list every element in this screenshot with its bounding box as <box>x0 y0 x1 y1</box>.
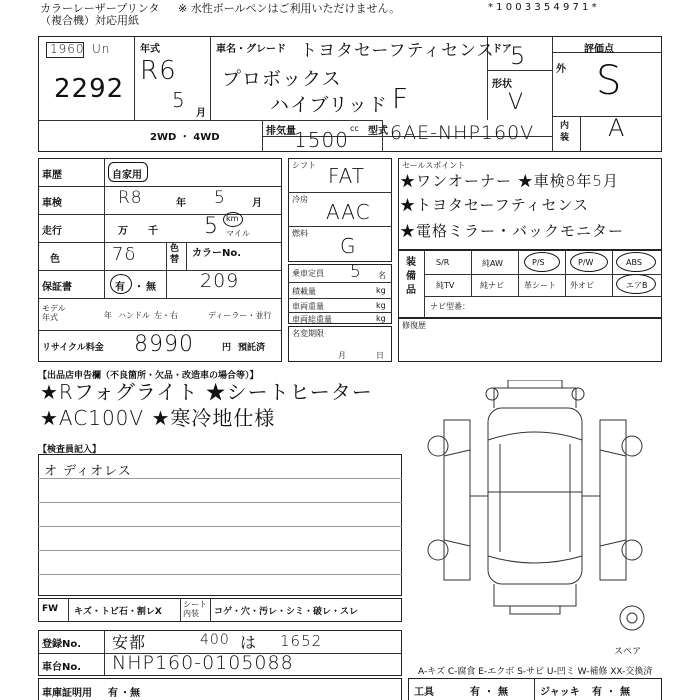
name-change-label: 名変期限 <box>292 329 324 338</box>
handle-direction: 左・右 <box>154 311 178 320</box>
equip-airbag: エアB <box>626 281 648 290</box>
damage-code-legend: A-キズ C-腐食 E-エクボ S-サビ U-凹ミ W-補修 XX-交換済 <box>418 667 653 677</box>
interior-score: A <box>608 114 626 142</box>
mileage-label: 走行 <box>42 226 62 237</box>
car-roof-outline <box>488 408 582 584</box>
sales-point-1: ★ワンオーナー ★車検8年5月 <box>400 172 619 190</box>
inspector-note: オ ディオレス <box>44 464 132 479</box>
garage-cert-sep: ・ <box>120 688 130 699</box>
warranty-no: 無 <box>146 282 156 293</box>
lot-suffix: Un <box>92 42 111 56</box>
tools-yes: 有 <box>470 687 480 698</box>
front-hood <box>494 388 576 408</box>
deposit-status: 預託済 <box>238 343 266 353</box>
inspection-year-unit: 年 <box>176 198 186 209</box>
barcode-number: * 1 0 0 3 3 5 4 9 7 1 * <box>488 2 597 13</box>
rear-trunk <box>494 584 576 606</box>
yen-unit: 円 <box>222 343 232 353</box>
right-front-wheel <box>622 436 642 456</box>
load-label: 積載量 <box>292 287 316 296</box>
equip-power-steering: P/S <box>532 258 545 267</box>
fw-label: FW <box>42 604 59 614</box>
load-unit: kg <box>376 286 386 295</box>
door-count: 5 <box>510 42 527 70</box>
garage-cert-label: 車庫証明用 <box>42 688 92 699</box>
km-circle <box>223 212 243 227</box>
color-number: 209 <box>200 270 240 292</box>
seller-note-line1: ★Rフォグライト ★シートヒーター <box>40 380 373 404</box>
inspection-year: R8 <box>118 188 143 208</box>
gross-weight-unit: kg <box>376 314 386 323</box>
mile-unit: マイル <box>226 229 250 238</box>
model-code-value: 6AE-NHP160V <box>390 122 535 144</box>
garage-cert-yes: 有 <box>108 688 118 699</box>
seat-interior-description: コゲ・穴・汚レ・シミ・破レ・スレ <box>214 607 359 617</box>
registration-area: 安都 <box>112 633 147 652</box>
sales-point-3: ★電格ミラー・バックモニター <box>400 222 625 240</box>
equip-navi: 純ナビ <box>480 281 504 290</box>
repair-history-block <box>398 318 662 362</box>
spare-tire-label: スペア <box>614 647 642 657</box>
vehicle-name-label: 車名・グレード <box>216 44 286 55</box>
history-label: 車歴 <box>42 170 62 181</box>
inspection-month-unit: 月 <box>252 198 262 209</box>
capacity-unit: 名 <box>378 271 386 280</box>
score-value: S <box>596 58 623 104</box>
windshield-line <box>488 432 582 440</box>
rear-window-line <box>488 556 582 563</box>
jack-sep: ・ <box>606 687 616 698</box>
car-damage-diagram <box>408 380 662 642</box>
grade-prefix: ハイブリッド <box>270 94 388 116</box>
maker-name: トヨタセーフティセンス <box>300 41 495 61</box>
equip-power-window: P/W <box>578 258 594 267</box>
year-month: 5 <box>172 88 186 112</box>
history-value: 自家用 <box>112 170 142 181</box>
pen-notice: ※ 水性ボールペンはご利用いただけません。 <box>178 2 401 15</box>
left-front-wheel <box>428 436 448 456</box>
tools-label: 工具 <box>414 687 434 698</box>
aircon-value: AAC <box>326 200 371 224</box>
registration-number: 1652 <box>280 632 323 650</box>
cc-unit: cc <box>350 124 359 133</box>
km-unit: km <box>226 214 239 223</box>
sales-points-title: セールスポイント <box>402 161 466 170</box>
inspection-label: 車検 <box>42 198 62 209</box>
registration-kana: は <box>240 633 258 652</box>
color-label: 色 <box>50 254 60 265</box>
exterior-label: 外 <box>556 64 566 75</box>
recycle-value: 8990 <box>134 332 194 357</box>
seller-notes-title: 【出品店申告欄（不良箇所・欠品・改造車の場合等）】 <box>38 371 259 381</box>
grade: F <box>392 82 410 115</box>
displacement-value: 1500 <box>294 128 349 152</box>
shift-value: FAT <box>328 164 366 188</box>
model-code-label: 型式 <box>368 126 388 137</box>
door-label: ドア <box>492 44 512 55</box>
garage-cert-no: 無 <box>130 688 140 699</box>
fw-description: キズ・トビ石・割レX <box>74 607 162 617</box>
name-change-day: 日 <box>376 351 384 360</box>
inspection-month: 5 <box>214 188 226 208</box>
left-rear-wheel <box>428 540 448 560</box>
drive-options: 2WD ・ 4WD <box>150 132 220 143</box>
color-change-label: 色替 <box>170 244 180 265</box>
equip-abs: ABS <box>626 258 642 267</box>
fuel-value: G <box>340 234 357 258</box>
right-rear-wheel <box>622 540 642 560</box>
warranty-label: 保証書 <box>42 282 72 293</box>
mileage-value: 5 <box>204 214 219 239</box>
equip-alloy-wheel: 純AW <box>482 259 503 268</box>
tools-sep: ・ <box>484 687 494 698</box>
spare-tire <box>620 606 644 630</box>
mileage-sen-unit: 千 <box>148 226 158 237</box>
era-year: R6 <box>140 56 177 86</box>
model-year-unit: 年 <box>104 311 112 320</box>
handle-label: ハンドル <box>118 311 150 320</box>
inspector-title: 【検査員記入】 <box>38 445 102 455</box>
equip-leather-seat: 革シート <box>524 281 556 290</box>
color-no-label: カラーNo. <box>192 248 242 259</box>
displacement-label: 排気量 <box>266 126 296 137</box>
gross-weight-label: 車両総重量 <box>292 315 332 324</box>
capacity-label: 乗車定員 <box>292 269 324 278</box>
shift-label: シフト <box>292 161 316 170</box>
navi-model-label: ナビ型番： <box>430 302 470 311</box>
jack-yes: 有 <box>592 687 602 698</box>
fuel-label: 燃料 <box>292 229 308 238</box>
equip-tv: 純TV <box>436 281 455 290</box>
equip-sunroof: S/R <box>436 258 450 267</box>
printer-note-line2: （複合機）対応用紙 <box>40 14 139 27</box>
capacity-value: 5 <box>350 262 362 282</box>
sales-point-2: ★トヨタセーフティセンス <box>400 196 590 214</box>
mileage-man-unit: 万 <box>118 226 128 237</box>
aircon-label: 冷房 <box>292 195 308 204</box>
garage-cert-row <box>38 678 402 700</box>
warranty-yes: 有 <box>115 282 125 293</box>
seller-note-line2: ★AC100V ★寒冷地仕様 <box>40 406 276 430</box>
model-name: プロボックス <box>222 68 342 90</box>
model-year-label: モデル年式 <box>42 304 66 322</box>
month-unit: 月 <box>196 108 206 119</box>
shape-value: V <box>508 90 525 115</box>
interior-label: 内装 <box>560 121 570 143</box>
chassis-number: NHP160-0105088 <box>112 652 294 674</box>
name-change-month: 月 <box>338 351 346 360</box>
registration-label: 登録No. <box>42 639 82 650</box>
jack-no: 無 <box>620 687 630 698</box>
lot-code: 1960 <box>50 42 85 56</box>
weight-label: 車両重量 <box>292 302 324 311</box>
registration-class: 400 <box>200 632 230 648</box>
color-value: 7δ <box>112 244 137 265</box>
recycle-label: リサイクル料金 <box>42 343 104 353</box>
lot-number: 2292 <box>54 74 125 104</box>
tools-no: 無 <box>498 687 508 698</box>
score-title: 評価点 <box>584 44 614 55</box>
weight-unit: kg <box>376 301 386 310</box>
dealer-label: ディーラー・並行 <box>208 311 272 320</box>
equip-exterior-trim: 外オビ <box>570 281 594 290</box>
shape-label: 形状 <box>492 79 512 90</box>
repair-history-label: 修復歴 <box>402 321 426 330</box>
year-label: 年式 <box>140 44 160 55</box>
jack-label: ジャッキ <box>540 687 580 698</box>
equipment-title: 装備品 <box>406 257 416 296</box>
chassis-label: 車台No. <box>42 662 82 673</box>
printer-note-line1: カラーレーザープリンタ <box>40 2 160 15</box>
warranty-sep: ・ <box>134 282 144 293</box>
seat-interior-label: シート内装 <box>183 600 207 618</box>
